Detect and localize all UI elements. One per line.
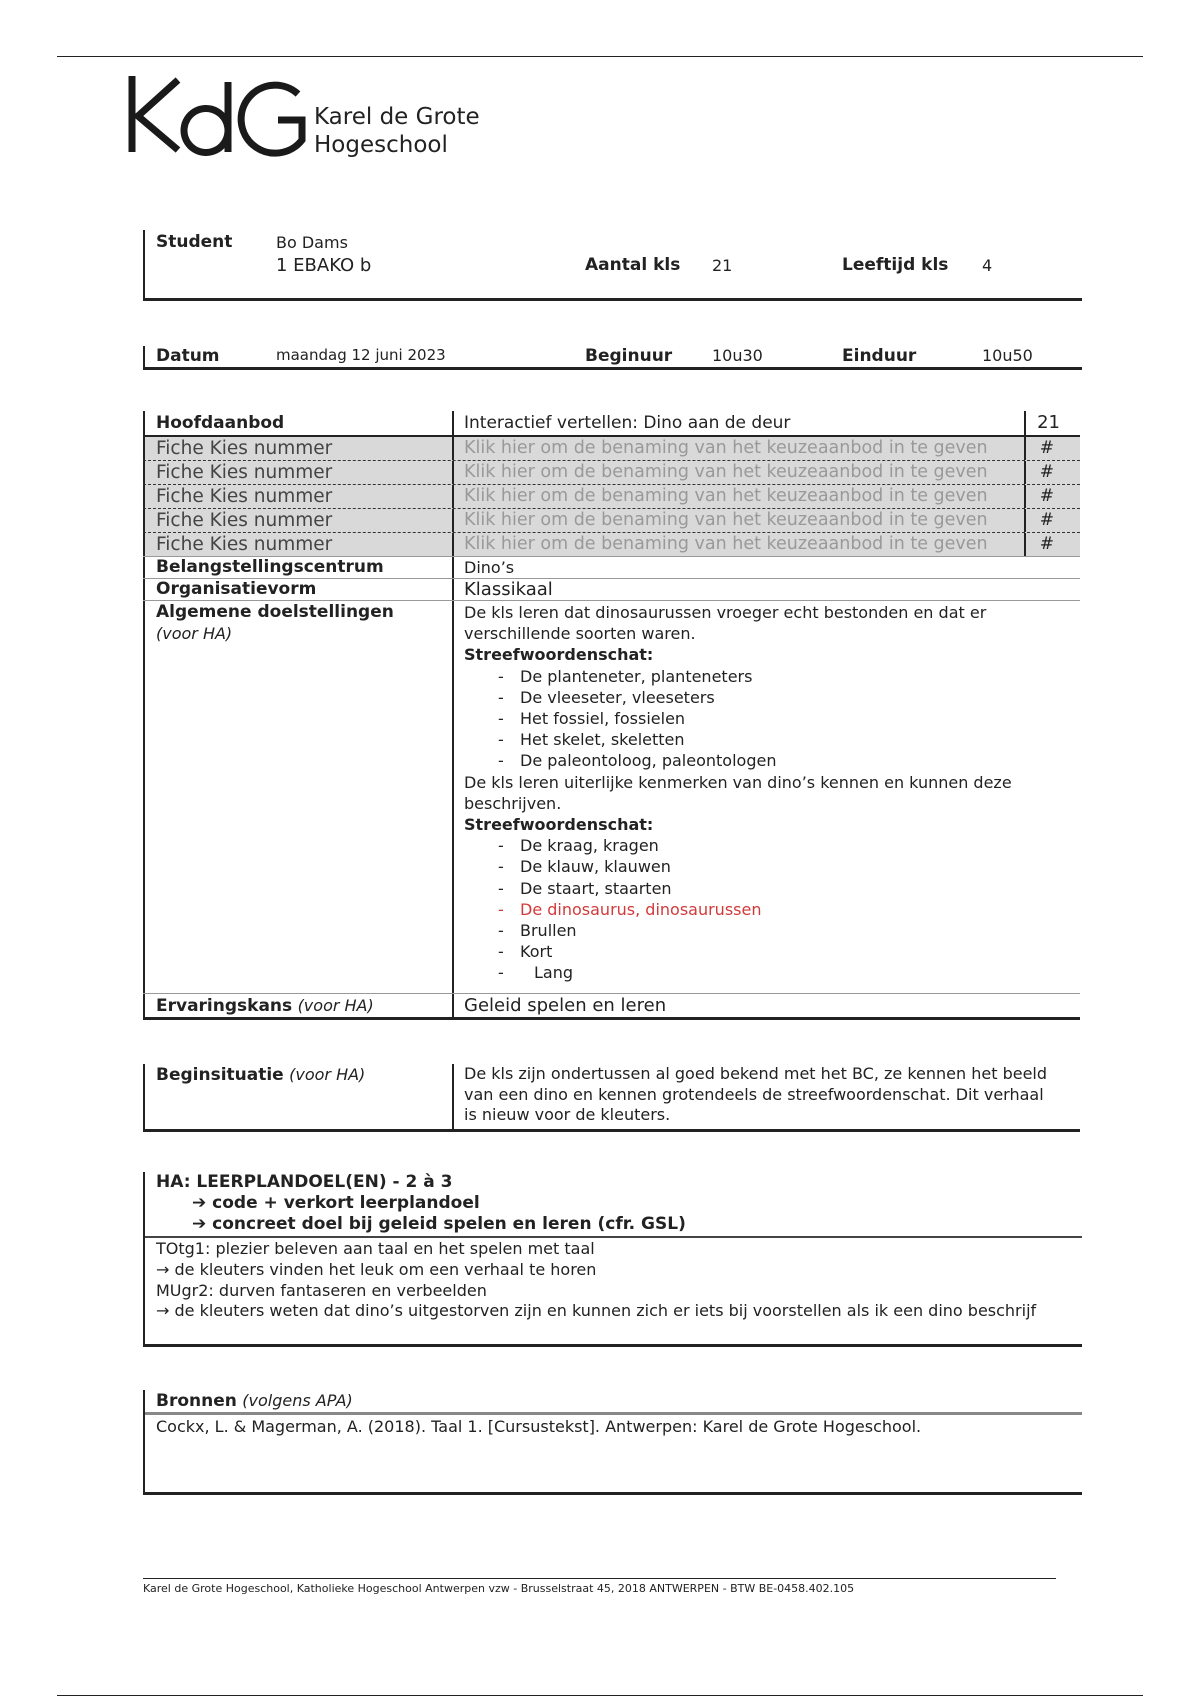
list-item: - De planteneter, planteneters	[498, 666, 1066, 687]
beginsituatie-label-cell	[143, 1064, 454, 1129]
fiche-placeholder[interactable]: Klik hier om de benaming van het keuzeaanbod in te geven	[464, 534, 988, 554]
footer-text: Karel de Grote Hogeschool, Katholieke Hogeschool Antwerpen vzw - Brusselstraat 45, 2018 ANTWERPEN - BTW BE-0458.402.105	[143, 1582, 855, 1595]
fiche-placeholder[interactable]: Klik hier om de benaming van het keuzeaanbod in te geven	[464, 510, 988, 530]
fiche-row[interactable]	[143, 509, 1080, 533]
fiche-row[interactable]	[143, 461, 1080, 485]
bc-row	[143, 557, 1080, 579]
einduur-label: Einduur	[842, 346, 917, 366]
leerplandoel-title: HA: LEERPLANDOEL(EN) - 2 à 3	[156, 1172, 453, 1192]
beginsituatie-text[interactable]: De kls zijn ondertussen al goed bekend met het BC, ze kennen het beeld van een dino en kennen grotendeels de streefwoordenschat. Dit verhaal is nieuw voor de kleuters.	[464, 1064, 1048, 1124]
num-divider	[1024, 411, 1026, 435]
fiche-placeholder[interactable]: Klik hier om de benaming van het keuzeaanbod in te geven	[464, 486, 988, 506]
streef-label-1: Streefwoordenschat:	[464, 645, 654, 665]
hoofdaanbod-value[interactable]: Interactief vertellen: Dino aan de deur	[464, 413, 791, 433]
date-value[interactable]: maandag 12 juni 2023	[276, 346, 446, 364]
ervaring-label-cell	[143, 994, 454, 1017]
fiche-label[interactable]: Fiche Kies nummer	[143, 533, 454, 556]
einduur-value[interactable]: 10u50	[982, 346, 1033, 365]
leerplandoel-arrow2: ➔ concreet doel bij geleid spelen en leren (cfr. GSL)	[192, 1214, 686, 1234]
list-item: - Het skelet, skeletten	[498, 729, 1066, 750]
hoofdaanbod-num[interactable]: 21	[1037, 412, 1060, 433]
hoofdaanbod-label: Hoofdaanbod	[143, 411, 454, 435]
bottom-rule	[57, 1695, 1143, 1696]
streef-label-2: Streefwoordenschat:	[464, 815, 654, 835]
num-divider	[1024, 509, 1026, 532]
num-divider	[1024, 533, 1026, 556]
org-row	[143, 579, 1080, 601]
num-divider	[1024, 437, 1026, 460]
ervaring-row	[143, 994, 1080, 1020]
num-divider	[1024, 461, 1026, 484]
fiche-num[interactable]: #	[1039, 462, 1054, 482]
leerplandoel-content[interactable]	[145, 1236, 1082, 1322]
fiche-row[interactable]	[143, 485, 1080, 509]
student-label: Student	[156, 232, 233, 252]
logo-name	[314, 103, 480, 159]
fiche-row[interactable]	[143, 437, 1080, 461]
streef-list-1	[464, 666, 1066, 772]
list-item: - De vleeseter, vleeseters	[498, 687, 1066, 708]
logo-name-line1: Karel de Grote	[314, 104, 480, 130]
list-item-red: - De dinosaurus, dinosaurussen	[498, 899, 1066, 920]
fiche-num[interactable]: #	[1039, 534, 1054, 554]
hoofdaanbod-row	[143, 411, 1080, 437]
leerplandoel-header	[145, 1172, 1082, 1235]
doel-line4: → de kleuters weten dat dino’s uitgestorven zijn en kunnen zich er iets bij voorstellen als ik een dino beschrijf	[156, 1301, 1037, 1321]
bronnen-header	[145, 1390, 1082, 1412]
top-rule	[57, 56, 1143, 57]
lesson-table	[143, 411, 1080, 1020]
fiche-label[interactable]: Fiche Kies nummer	[143, 461, 454, 484]
beginuur-label: Beginuur	[585, 346, 673, 366]
org-label: Organisatievorm	[143, 579, 454, 600]
doel-row	[143, 601, 1080, 994]
arrow1-text: code + verkort leerplandoel	[212, 1193, 480, 1213]
leeftijd-label: Leeftijd kls	[842, 255, 949, 275]
doel-text2: De kls leren uiterlijke kenmerken van dino’s kennen en kunnen deze beschrijven.	[464, 772, 1012, 813]
list-item: - Het fossiel, fossielen	[498, 708, 1066, 729]
beginsituatie-row	[143, 1064, 1080, 1132]
leeftijd-value[interactable]: 4	[982, 256, 993, 275]
doel-label-cell	[143, 601, 454, 993]
student-class[interactable]: 1 EBAKO b	[276, 255, 372, 276]
bronnen-block	[143, 1390, 1082, 1495]
beginsituatie-table	[143, 1064, 1080, 1132]
fiche-row[interactable]	[143, 533, 1080, 557]
fiche-num[interactable]: #	[1039, 438, 1054, 458]
list-item: - De staart, staarten	[498, 878, 1066, 899]
beginsituatie-label: Beginsituatie	[156, 1065, 284, 1085]
ervaring-sub: (voor HA)	[297, 996, 374, 1015]
ervaring-label: Ervaringskans	[156, 996, 293, 1016]
streef-list-2	[464, 835, 1066, 983]
date-block	[143, 346, 1082, 370]
list-item: - De paleontoloog, paleontologen	[498, 750, 1066, 771]
doel-line3: MUgr2: durven fantaseren en verbeelden	[156, 1280, 487, 1300]
student-block	[143, 230, 1082, 301]
org-value[interactable]: Klassikaal	[464, 579, 553, 600]
bronnen-label: Bronnen	[156, 1391, 237, 1411]
doel-line2: → de kleuters vinden het leuk om een verhaal te horen	[156, 1259, 597, 1279]
doel-content[interactable]	[454, 601, 1080, 984]
footer-rule	[143, 1578, 1056, 1579]
num-divider	[1024, 485, 1026, 508]
fiche-placeholder[interactable]: Klik hier om de benaming van het keuzeaanbod in te geven	[464, 438, 988, 458]
list-item: - Brullen	[498, 920, 1066, 941]
doel-label: Algemene doelstellingen	[156, 602, 394, 622]
fiche-num[interactable]: #	[1039, 486, 1054, 506]
bronnen-text[interactable]: Cockx, L. & Magerman, A. (2018). Taal 1. [Cursustekst]. Antwerpen: Karel de Grote Hogeschool.	[145, 1412, 1082, 1437]
list-item: - Lang	[498, 962, 1066, 983]
leerplandoel-arrow1: ➔ code + verkort leerplandoel	[192, 1193, 480, 1213]
fiche-label[interactable]: Fiche Kies nummer	[143, 509, 454, 532]
beginuur-value[interactable]: 10u30	[712, 346, 763, 365]
arrow2-text: concreet doel bij geleid spelen en leren (cfr. GSL)	[212, 1214, 686, 1234]
fiche-num[interactable]: #	[1039, 510, 1054, 530]
leerplandoel-block	[143, 1172, 1082, 1347]
fiche-label[interactable]: Fiche Kies nummer	[143, 437, 454, 460]
bronnen-sub: (volgens APA)	[242, 1391, 353, 1410]
bc-label: Belangstellingscentrum	[143, 557, 454, 578]
student-name[interactable]: Bo Dams	[276, 233, 348, 252]
date-label: Datum	[156, 346, 220, 366]
fiche-label[interactable]: Fiche Kies nummer	[143, 485, 454, 508]
list-item: - De klauw, klauwen	[498, 856, 1066, 877]
doel-line1: TOtg1: plezier beleven aan taal en het spelen met taal	[156, 1239, 595, 1258]
ervaring-value[interactable]: Geleid spelen en leren	[464, 995, 667, 1016]
logo-name-line2: Hogeschool	[314, 132, 448, 158]
list-item: - De kraag, kragen	[498, 835, 1066, 856]
doel-sub: (voor HA)	[156, 624, 233, 643]
doel-text1: De kls leren dat dinosaurussen vroeger echt bestonden en dat er verschillende soorten waren.	[464, 603, 987, 644]
aantal-label: Aantal kls	[585, 255, 681, 275]
aantal-value[interactable]: 21	[712, 256, 733, 275]
list-item: - Kort	[498, 941, 1066, 962]
beginsituatie-sub: (voor HA)	[289, 1065, 366, 1084]
fiche-placeholder[interactable]: Klik hier om de benaming van het keuzeaanbod in te geven	[464, 462, 988, 482]
bc-value[interactable]: Dino’s	[464, 558, 515, 577]
